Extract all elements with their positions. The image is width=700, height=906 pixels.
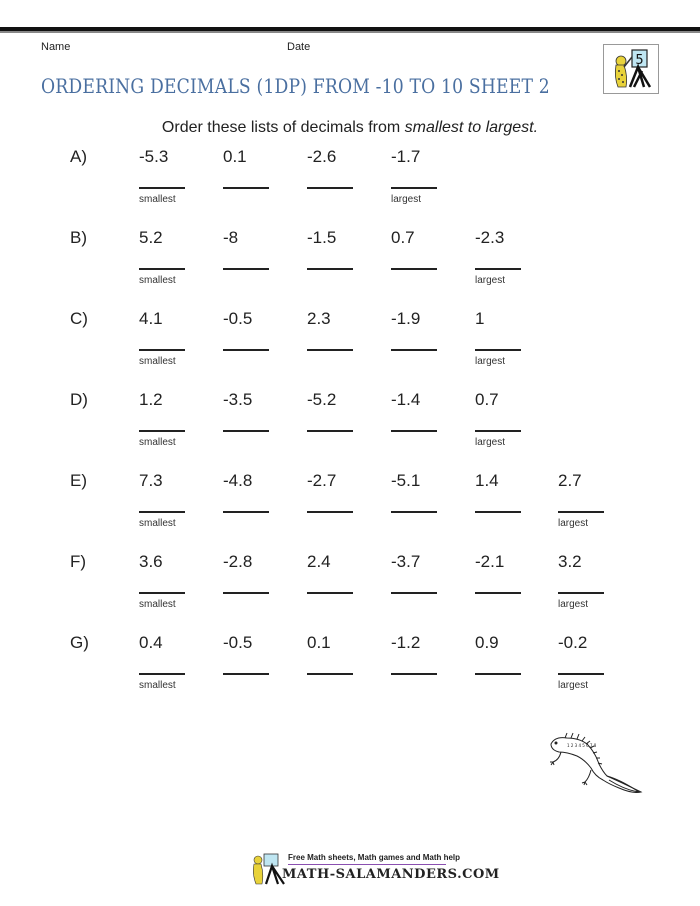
number: -1.4 [391, 390, 421, 409]
number: -3.5 [223, 390, 253, 409]
number: 0.7 [391, 228, 415, 247]
question-d [0, 390, 700, 470]
answer-blank[interactable] [558, 592, 604, 594]
number: 0.4 [139, 633, 163, 652]
answer-blank[interactable] [391, 430, 437, 432]
salamander-icon [545, 730, 645, 800]
answer-blank[interactable] [475, 511, 521, 513]
number: -2.6 [307, 147, 337, 166]
answer-blank[interactable] [475, 349, 521, 351]
number: -1.9 [391, 309, 421, 328]
answer-blank[interactable] [558, 673, 604, 675]
largest-label: largest [475, 437, 506, 448]
instructions: Order these lists of decimals from smallest to largest. [161, 119, 539, 136]
number: -2.1 [475, 552, 505, 571]
question-e [0, 471, 700, 551]
number: 3.2 [558, 552, 582, 571]
number: 0.1 [223, 147, 247, 166]
grade-logo [603, 44, 659, 94]
number: -5.2 [307, 390, 337, 409]
number: 4.1 [139, 309, 163, 328]
number: -0.5 [223, 633, 253, 652]
answer-blank[interactable] [139, 187, 185, 189]
number: -2.8 [223, 552, 253, 571]
answer-blank[interactable] [307, 511, 353, 513]
number: 1.2 [139, 390, 163, 409]
number: 7.3 [139, 471, 163, 490]
question-g [0, 633, 700, 713]
footer-tagline: Free Math sheets, Math games and Math help [288, 853, 461, 862]
smallest-label: smallest [139, 518, 176, 529]
largest-label: largest [391, 194, 422, 205]
answer-blank[interactable] [391, 349, 437, 351]
answer-blank[interactable] [475, 268, 521, 270]
svg-text:5: 5 [635, 53, 644, 68]
smallest-label: smallest [139, 680, 176, 691]
question-label: F) [70, 552, 87, 571]
number: -0.5 [223, 309, 253, 328]
footer-rule [288, 864, 446, 865]
smallest-label: smallest [139, 599, 176, 610]
answer-blank[interactable] [391, 511, 437, 513]
question-label: C) [70, 309, 88, 328]
answer-blank[interactable] [307, 673, 353, 675]
number: 5.2 [139, 228, 163, 247]
answer-blank[interactable] [223, 592, 269, 594]
answer-blank[interactable] [475, 673, 521, 675]
answer-blank[interactable] [558, 511, 604, 513]
answer-blank[interactable] [391, 673, 437, 675]
question-label: B) [70, 228, 87, 247]
smallest-label: smallest [139, 356, 176, 367]
number: -1.7 [391, 147, 421, 166]
number: 2.3 [307, 309, 331, 328]
answer-blank[interactable] [475, 592, 521, 594]
answer-blank[interactable] [307, 349, 353, 351]
salamander-easel-icon [604, 45, 658, 93]
answer-blank[interactable] [307, 592, 353, 594]
answer-blank[interactable] [307, 268, 353, 270]
smallest-label: smallest [139, 437, 176, 448]
answer-blank[interactable] [223, 673, 269, 675]
question-b [0, 228, 700, 308]
question-label: A) [70, 147, 87, 166]
answer-blank[interactable] [223, 430, 269, 432]
number: -1.5 [307, 228, 337, 247]
question-label: E) [70, 471, 87, 490]
answer-blank[interactable] [139, 349, 185, 351]
number: 0.9 [475, 633, 499, 652]
answer-blank[interactable] [139, 430, 185, 432]
largest-label: largest [558, 599, 589, 610]
largest-label: largest [558, 518, 589, 529]
number: 1 [475, 309, 485, 328]
answer-blank[interactable] [139, 268, 185, 270]
answer-blank[interactable] [223, 511, 269, 513]
top-rule-shadow [0, 31, 700, 33]
answer-blank[interactable] [475, 430, 521, 432]
answer-blank[interactable] [223, 349, 269, 351]
answer-blank[interactable] [139, 592, 185, 594]
question-f [0, 552, 700, 632]
name-label: Name [41, 41, 71, 53]
answer-blank[interactable] [139, 511, 185, 513]
number: 3.6 [139, 552, 163, 571]
question-a [0, 147, 700, 227]
question-label: G) [70, 633, 89, 652]
answer-blank[interactable] [391, 268, 437, 270]
smallest-label: smallest [139, 194, 176, 205]
number: -1.2 [391, 633, 421, 652]
number: 2.4 [307, 552, 331, 571]
answer-blank[interactable] [391, 187, 437, 189]
largest-label: largest [475, 356, 506, 367]
largest-label: largest [558, 680, 589, 691]
number: -5.3 [139, 147, 169, 166]
number: -4.8 [223, 471, 253, 490]
answer-blank[interactable] [223, 187, 269, 189]
page-title: ORDERING DECIMALS (1DP) FROM -10 TO 10 SHEET 2 [41, 74, 550, 98]
number: 2.7 [558, 471, 582, 490]
answer-blank[interactable] [223, 268, 269, 270]
number: -2.7 [307, 471, 337, 490]
svg-text:1 2 3 4 5 6 7 8: 1 2 3 4 5 6 7 8 [567, 743, 597, 748]
question-c [0, 309, 700, 389]
number: -5.1 [391, 471, 421, 490]
answer-blank[interactable] [139, 673, 185, 675]
answer-blank[interactable] [391, 592, 437, 594]
smallest-label: smallest [139, 275, 176, 286]
number: 0.1 [307, 633, 331, 652]
number: -0.2 [558, 633, 588, 652]
question-label: D) [70, 390, 88, 409]
number: 1.4 [475, 471, 499, 490]
answer-blank[interactable] [307, 187, 353, 189]
footer-site-link[interactable]: MATH-SALAMANDERS.COM [282, 867, 500, 882]
number: -3.7 [391, 552, 421, 571]
number: 0.7 [475, 390, 499, 409]
date-label: Date [287, 41, 311, 53]
largest-label: largest [475, 275, 506, 286]
answer-blank[interactable] [307, 430, 353, 432]
number: -2.3 [475, 228, 505, 247]
number: -8 [223, 228, 239, 247]
